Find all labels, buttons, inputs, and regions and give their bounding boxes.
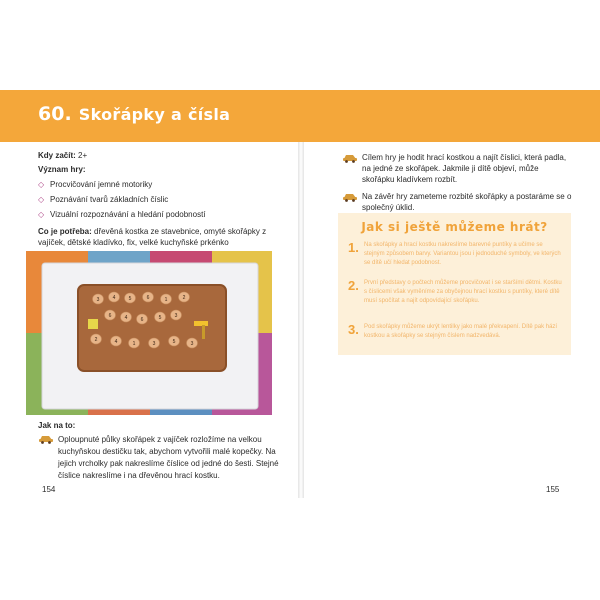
- car-icon: [38, 434, 58, 482]
- egg-digit: 3: [96, 297, 100, 303]
- paragraph-text: Cílem hry je hodit hrací kostkou a najít číslici, která padla, na jedné ze skořápek. Jakmile ji dítě objeví, může skořápku kladívkem rozbít.: [362, 153, 567, 184]
- howto-label: Jak na to:: [38, 421, 76, 430]
- egg-digit: 4: [112, 295, 116, 301]
- egg-digit: 5: [158, 315, 162, 321]
- howto-text: Oploupnuté půlky skořápek z vajíček rozložíme na velkou kuchyňskou destičku tak, abychom vytvořili malé kopečky. Na jejich vrcholky pak nakreslíme číslice od jedné do šesti. Stejné číslice nakreslíme i na dřevěnou hrací kostku.: [58, 435, 279, 480]
- egg-digit: 3: [190, 341, 194, 347]
- tip-number: 1.: [348, 240, 359, 255]
- tips-box: [338, 213, 571, 355]
- benefit-item: [38, 194, 286, 205]
- start-age-label: Kdy začít:: [38, 151, 76, 160]
- tip-text: První představy o počtech můžeme procvičovat i se staršími dětmi. Kostku s číslicemi však vyměníme za obyčejnou hrací kostku s puntíky, které dítě musí spočítat a najít odpovídající skořápku.: [364, 280, 562, 304]
- car-icon: [342, 152, 362, 185]
- meaning-label: Význam hry:: [38, 165, 86, 174]
- activity-photo: [26, 251, 272, 415]
- egg-digit: 5: [128, 296, 132, 302]
- egg-digit: 1: [132, 341, 136, 347]
- page-title: [38, 103, 230, 125]
- egg-digit: 4: [114, 339, 118, 345]
- benefit-item: [38, 209, 286, 220]
- benefit-text: Poznávání tvarů základních číslic: [50, 195, 169, 204]
- tip-text: Pod skořápky můžeme ukrýt lentilky jako malé překvapení. Dítě pak hází kostkou a skořápky se stejným číslem nadzvedává.: [364, 324, 558, 339]
- diamond-icon: ◇: [38, 210, 45, 219]
- tip-item: [348, 323, 563, 341]
- tips-title: Jak si ještě můžeme hrát?: [361, 220, 548, 234]
- tip-item: [348, 279, 563, 306]
- tip-text: Na skořápky a hrací kostku nakreslíme barevné puntíky a učíme se stejným způsobem barvy. Variantou jsou i jednoduché symboly, ve kterých se dítě učí hledat podobnost.: [364, 242, 561, 266]
- egg-digit: 3: [152, 341, 156, 347]
- right-page-text: [342, 152, 572, 219]
- benefit-item: [38, 179, 286, 190]
- tip-number: 3.: [348, 322, 359, 337]
- paragraph-item: [342, 191, 572, 213]
- benefit-text: Vizuální rozpoznávání a hledání podobností: [50, 210, 206, 219]
- tip-number: 2.: [348, 278, 359, 293]
- needs-label: Co je potřeba:: [38, 227, 92, 236]
- start-age-value: 2+: [78, 151, 88, 160]
- egg-digit: 3: [174, 313, 178, 319]
- start-age: [38, 150, 286, 161]
- egg-digit: 6: [140, 317, 144, 323]
- title-text: Skořápky a čísla: [78, 105, 231, 124]
- page-number-left: 154: [42, 485, 56, 494]
- egg-digit: 1: [164, 297, 168, 303]
- car-icon: [342, 191, 362, 213]
- paragraph-text: Na závěr hry zameteme rozbité skořápky a postaráme se o společný úklid.: [362, 192, 572, 212]
- diamond-icon: ◇: [38, 180, 45, 189]
- egg-digit: 6: [146, 295, 150, 301]
- page-number-right: 155: [546, 485, 560, 494]
- photo-illustration: [26, 251, 272, 415]
- needs-text: dřevěná kostka ze stavebnice, omyté skořápky z vajíček, dětské kladívko, fix, velké kuchyňské prkénko: [38, 227, 267, 247]
- dice-icon: [88, 319, 98, 329]
- left-page-text: [38, 150, 286, 248]
- tip-item: [348, 241, 563, 268]
- paragraph-item: [342, 152, 572, 185]
- howto-section: [38, 420, 284, 482]
- egg-digit: 6: [108, 313, 112, 319]
- egg-digit: 5: [172, 339, 176, 345]
- diamond-icon: ◇: [38, 195, 45, 204]
- egg-digit: 4: [124, 315, 128, 321]
- benefit-text: Procvičování jemné motoriky: [50, 180, 153, 189]
- needs: [38, 226, 286, 248]
- egg-digit: 2: [182, 295, 186, 301]
- howto-step: [38, 434, 284, 482]
- egg-digit: 2: [94, 337, 98, 343]
- title-number: 60.: [38, 103, 72, 125]
- book-gutter: [298, 142, 304, 498]
